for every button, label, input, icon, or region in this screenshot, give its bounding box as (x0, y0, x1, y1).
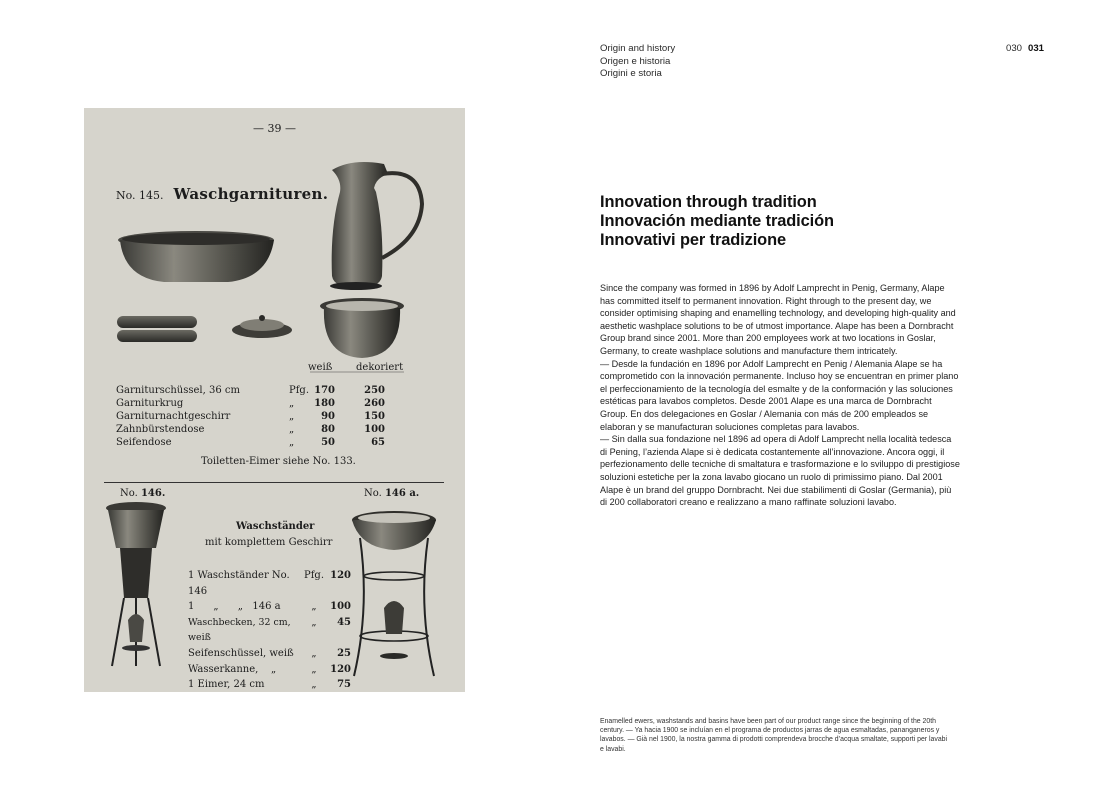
table-row (116, 410, 385, 423)
page-number-current: 031 (1028, 43, 1045, 54)
item-name: Seifendose (116, 437, 172, 449)
page-numbers (1006, 43, 1044, 54)
headline-en: Innovation through tradition (600, 193, 817, 211)
column-header-decorated: dekoriert (356, 362, 404, 373)
item-price-decorated: 150 (364, 411, 385, 423)
item-price-white: 90 (321, 411, 335, 423)
jug-illustration (330, 162, 422, 290)
price-table (116, 384, 385, 449)
item-name: Garniturnachtgeschirr (116, 411, 231, 423)
section-title-it: Origini e storia (600, 68, 662, 80)
item-price: 100 (330, 601, 351, 613)
item-price: 25 (337, 647, 351, 659)
list-item (188, 599, 351, 615)
label-no-number: 146 a. (384, 488, 420, 499)
column-header-white: weiß (308, 362, 333, 373)
list-item (188, 615, 351, 646)
item-unit: Pfg. (289, 385, 310, 396)
section-title-es: Origen e historia (600, 55, 671, 67)
headline-it: Innovativi per tradizione (600, 231, 787, 250)
list-item (188, 568, 351, 599)
item-price-white: 180 (314, 398, 335, 410)
item-price: 120 (330, 570, 351, 581)
item-name: Waschbecken, 32 cm, weiß (188, 616, 291, 644)
item-unit: „ (311, 663, 317, 675)
body-paragraph-es: — Desde la fundación en 1896 por Adolf Lamprecht en Penig / Alemania Alape se ha comprometido con la innovación permanente. Incluso hoy se encuentran en primer plano el perfeccionamiento de la tecnología del esmalte y de la conformación y las soluciones estéticas para lavabos completos. Desde 2001 Alape es una marca de Dornbracht Group. En dos delegaciones en Goslar / Alemania con más de 200 empleados se elaboran y se manufacturan soluciones completas para lavabos. (600, 358, 959, 432)
item-name: Garniturschüssel, 36 cm (116, 385, 240, 396)
item-name: 1 Waschständer No. 146 (188, 570, 290, 597)
label-no-prefix: No. (364, 488, 382, 499)
item-unit: „ (289, 411, 295, 423)
section-titles (600, 43, 675, 81)
item-price-white: 170 (314, 385, 335, 396)
catalog-title (116, 185, 328, 203)
item-unit: „ (311, 647, 317, 659)
chamber-pot-illustration (320, 298, 404, 358)
basin-illustration (118, 231, 274, 282)
list-item (188, 662, 351, 678)
catalog-heading: Waschgarnituren. (173, 185, 329, 203)
item-price-decorated: 260 (364, 398, 385, 410)
item-price-white: 80 (321, 424, 335, 436)
item-price-decorated: 100 (364, 424, 385, 436)
item-price-decorated: 65 (371, 437, 385, 449)
item-unit: „ (289, 424, 295, 436)
washstand-146a-illustration (352, 511, 436, 676)
washstand-title: Waschständer (236, 521, 315, 532)
label-no-number: 146. (140, 488, 166, 499)
toothbrush-box-illustration (117, 316, 197, 342)
item-price: 120 (330, 663, 351, 675)
washstand-146-illustration (106, 502, 166, 666)
item-unit: „ (311, 679, 317, 691)
item-name: 1 „ „ 146 a (188, 601, 281, 613)
table-row (116, 436, 385, 449)
body-paragraph-en: Since the company was formed in 1896 by Adolf Lamprecht in Penig, Germany, Alape has committed itself to permanent innovation. Right through to the present day, we consider optimising shaping and enamelling technology, and developing high-quality and aesthetic washplace solutions to be of utmost importance. Alape has been a Dornbracht Group brand since 2001. More than 200 employees work at two locations in Goslar, Germany, to create washplace solutions and manufacture them intricately. (600, 283, 956, 356)
body-text (600, 282, 960, 509)
catalog-page-image (84, 108, 465, 692)
list-item (188, 646, 351, 662)
page-number-prev: 030 (1006, 43, 1023, 54)
item-price-white: 50 (321, 437, 335, 449)
item-unit: „ (311, 601, 317, 613)
item-unit: „ (289, 398, 295, 410)
label-no-146a (364, 488, 419, 499)
catalog-divider (104, 482, 444, 483)
item-unit: „ (289, 437, 295, 449)
catalog-note: Toiletten-Eimer siehe No. 133. (201, 456, 356, 467)
item-unit: „ (311, 616, 317, 628)
body-paragraph-it: — Sin dalla sua fondazione nel 1896 ad opera di Adolf Lamprecht nella località tedesca di Pening, l’azienda Alape si è dedicata costantemente all’innovazione. Ancora oggi, il perfezionamento delle tecniche di smaltatura e trasformazione e lo sviluppo di prestigiose soluzioni estetiche per la zona lavabo giocano un ruolo di primissimo piano. Dal 2001 Alape è un brand del gruppo Dornbracht. Nei due stabilimenti di Goslar (Germania), più di 200 collaboratori creano e realizzano a mano raffinate soluzioni lavabo. (600, 434, 960, 508)
label-no-prefix: No. (120, 488, 138, 499)
washstand-price-list (188, 568, 351, 692)
item-name: Wasserkanne, „ (188, 663, 277, 675)
headline-es: Innovación mediante tradición (600, 212, 834, 231)
catalog-no-label: No. 145. (116, 189, 164, 202)
soap-dish-illustration (232, 315, 292, 338)
table-row (116, 423, 385, 436)
item-price: 45 (337, 616, 351, 628)
item-name: Seifenschüssel, weiß (188, 647, 294, 659)
item-price-decorated: 250 (364, 385, 385, 396)
item-name: 1 Eimer, 24 cm (188, 679, 265, 691)
table-row (116, 384, 385, 397)
item-unit: Pfg. (303, 570, 324, 581)
catalog-page-number: — 39 — (253, 122, 296, 135)
table-row (116, 397, 385, 410)
item-name: Zahnbürstendose (116, 424, 205, 436)
washstand-subtitle: mit komplettem Geschirr (205, 537, 333, 548)
section-title-en: Origin and history (600, 43, 676, 54)
image-caption: Enamelled ewers, washstands and basins have been part of our product range since the beginning of the 20th century. — Ya hacia 1900 se incluían en el programa de productos jarras de agua esmaltadas, pananganeros y lavabos. — Già nel 1900, la nostra gamma di prodotti comprendeva brocche d’acqua smaltate, supporti per lavabi e lavabi. (600, 718, 948, 753)
label-no-146 (120, 488, 165, 499)
item-name: Garniturkrug (116, 398, 184, 410)
list-item (188, 677, 351, 692)
page-headline (600, 193, 834, 251)
item-price: 75 (337, 679, 351, 691)
